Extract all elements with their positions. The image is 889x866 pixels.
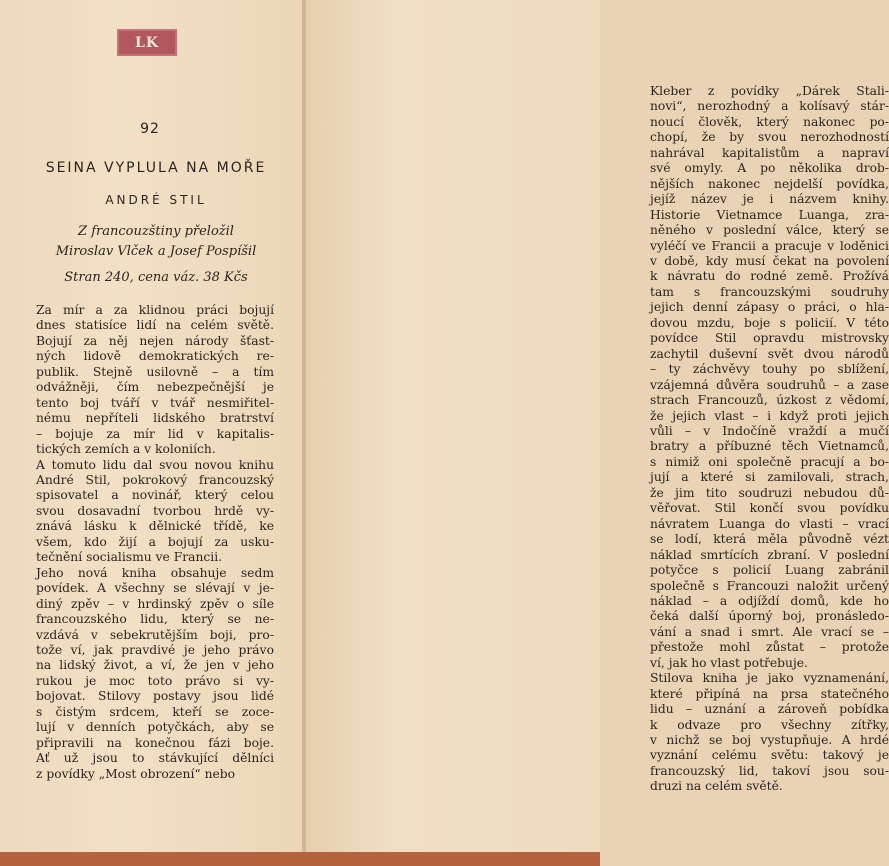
text-line: novi“, nerozhodný a kolísavý stár- <box>650 99 889 114</box>
text-line: nému nepříteli lidského bratrství <box>36 411 274 426</box>
text-line: noucí člověk, který nakonec po- <box>650 114 889 129</box>
text-line: vůli – v Indočíně vraždí a mučí <box>650 423 889 438</box>
text-line: na lidský život, a ví, že jen v jeho <box>36 658 274 673</box>
price-line: Stran 240, cena váz. 38 Kčs <box>64 270 248 285</box>
text-line: nahrával kapitalistům a napraví <box>650 145 889 160</box>
text-line: povídek. A všechny se slévají v je- <box>36 581 274 596</box>
text-line: ví, jak ho vlast potřebuje. <box>650 655 808 670</box>
text-line: tam s francouzskými soudruhy <box>650 284 889 299</box>
text-line: nějších nakonec nejdelší povídka, <box>650 176 889 191</box>
text-line: Ať už jsou to stávkující dělníci <box>36 751 274 766</box>
text-line: Jeho nová kniha obsahuje sedm <box>36 565 274 580</box>
text-line: – ty záchvěvy touhy po sblížení, <box>650 362 889 377</box>
text-line: potyčce s policií Luang zabránil <box>650 563 889 578</box>
text-line: společně s Francouzi naložit určený <box>650 578 889 593</box>
text-line: jují a které si zamilovali, strach, <box>650 470 889 485</box>
left-paragraph-1 <box>36 303 274 458</box>
text-line: vzdává v sebekrutějším boji, pro- <box>36 627 274 642</box>
text-line: Bojují za něj nejen národy šťast- <box>36 333 274 348</box>
text-line: dovou mzdu, boje s policií. V této <box>650 315 889 330</box>
page-number: 92 <box>140 121 160 137</box>
text-line: vyléčí ve Francii a pracuje v loděnici <box>650 238 889 253</box>
text-line: přestože mohl zůstat – protože <box>650 640 889 655</box>
text-line: odvážněji, čím nebezpečnější je <box>36 380 274 395</box>
text-line: bratry a příbuzné těch Vietnamců, <box>650 439 889 454</box>
text-line: spisovatel a novinář, který celou <box>36 488 274 503</box>
text-line: tečnění socialismu ve Francii. <box>36 550 223 565</box>
text-line: tento boj tváří v tvář nesmiřitel- <box>36 395 274 410</box>
translation-line-2: Miroslav Vlček a Josef Pospíšil <box>55 244 257 259</box>
text-line: že jejich vlast – i když proti jejich <box>650 408 889 423</box>
text-line: chopí, že by svou nerozhodností <box>650 130 889 145</box>
left-paragraph-3 <box>36 566 274 782</box>
right-body-text <box>650 84 889 795</box>
text-line: náklad – a odjíždí domů, kde ho <box>650 593 889 608</box>
text-line: bojovat. Stilovy postavy jsou lidé <box>36 689 274 704</box>
cover-edge <box>0 852 600 866</box>
text-line: – bojuje za mír lid v kapitalis- <box>36 426 274 441</box>
left-paragraph-2 <box>36 458 274 566</box>
text-line: vyznání celému světu: takový je <box>650 748 889 763</box>
text-line: věřovat. Stil končí svou povídku <box>650 501 889 516</box>
text-line: něného v poslední válce, který se <box>650 223 889 238</box>
publisher-logo: LK <box>117 29 177 56</box>
text-line: druzi na celém světě. <box>650 779 783 794</box>
text-line: povídce Stil opravdu mistrovsky <box>650 331 889 346</box>
text-line: všem, kdo žijí a bojují za usku- <box>36 534 274 549</box>
text-line: k odvaze pro všechny zítřky, <box>650 717 889 732</box>
text-line: Stilova kniha je jako vyznamenání, <box>650 671 889 686</box>
right-paragraph-2 <box>650 671 889 795</box>
text-line: z povídky „Most obrození“ nebo <box>36 766 236 781</box>
text-line: které připíná na prsa statečného <box>650 686 889 701</box>
text-line: diný zpěv – v hrdinský zpěv o síle <box>36 596 274 611</box>
text-line: čeká další úporný boj, pronásledo- <box>650 609 889 624</box>
text-line: zachytil duševní svět dvou národů <box>650 346 889 361</box>
text-line: strach Francouzů, úzkost z vědomí, <box>650 393 889 408</box>
text-line: lidu – uznání a zároveň pobídka <box>650 702 889 717</box>
text-line: tických zemích a v koloniích. <box>36 442 216 457</box>
text-line: k návratu do rodné země. Prožívá <box>650 269 889 284</box>
text-line: své omyly. A po několika drob- <box>650 161 889 176</box>
text-line: publik. Stejně usilovně – a tím <box>36 364 274 379</box>
text-line: tože ví, jak pravdivé je jeho právo <box>36 642 274 657</box>
text-line: s nimiž oni společně pracují a bo- <box>650 454 889 469</box>
text-line: ných lidově demokratických re- <box>36 349 274 364</box>
left-body-text <box>36 303 274 782</box>
text-line: vzájemná důvěra soudruhů – a zase <box>650 377 889 392</box>
translation-credit <box>36 222 276 262</box>
translation-line-1: Z francouzštiny přeložil <box>78 224 234 239</box>
text-line: lují v denních potyčkách, aby se <box>36 720 274 735</box>
book-title: SEINA VYPLULA NA MOŘE <box>45 160 267 176</box>
text-line: jejich denní zápasy o práci, o hla- <box>650 300 889 315</box>
text-line: s čistým srdcem, kteří se zoce- <box>36 704 274 719</box>
right-page <box>306 0 889 866</box>
right-paragraph-1 <box>650 84 889 671</box>
text-line: rukou je moc toto právo si vy- <box>36 673 274 688</box>
text-line: André Stil, pokrokový francouzský <box>36 472 274 487</box>
text-line: že jim tito soudruzi nebudou dů- <box>650 485 889 500</box>
text-line: v době, kdy musí čekat na povolení <box>650 253 889 268</box>
text-line: návratem Luanga do vlasti – vrací <box>650 516 889 531</box>
book-author: ANDRÉ STIL <box>105 193 207 207</box>
text-line: svou dosavadní tvorbou hrdě vy- <box>36 503 274 518</box>
text-line: A tomuto lidu dal svou novou knihu <box>36 457 274 472</box>
text-line: francouzský lid, takoví jsou sou- <box>650 763 889 778</box>
text-line: v nichž se boj vystupňuje. A hrdé <box>650 733 889 748</box>
text-line: francouzského lidu, který se ne- <box>36 612 274 627</box>
text-line: vání a snad i smrt. Ale vrací se – <box>650 624 889 639</box>
text-line: Za mír a za klidnou práci bojují <box>36 303 274 317</box>
text-line: jejíž název je i názvem knihy. <box>650 192 889 207</box>
text-line: znává lásku k dělnické třídě, ke <box>36 519 274 534</box>
left-page <box>0 0 305 866</box>
text-line: Kleber z povídky „Dárek Stali- <box>650 84 889 98</box>
text-line: připravili na konečnou fázi boje. <box>36 735 274 750</box>
text-line: se lodí, která měla původně vézt <box>650 532 889 547</box>
text-line: náklad smrtících zbraní. V poslední <box>650 547 889 562</box>
text-line: dnes statisíce lidí na celém světě. <box>36 318 274 333</box>
text-line: Historie Vietnamce Luanga, zra- <box>650 207 889 222</box>
